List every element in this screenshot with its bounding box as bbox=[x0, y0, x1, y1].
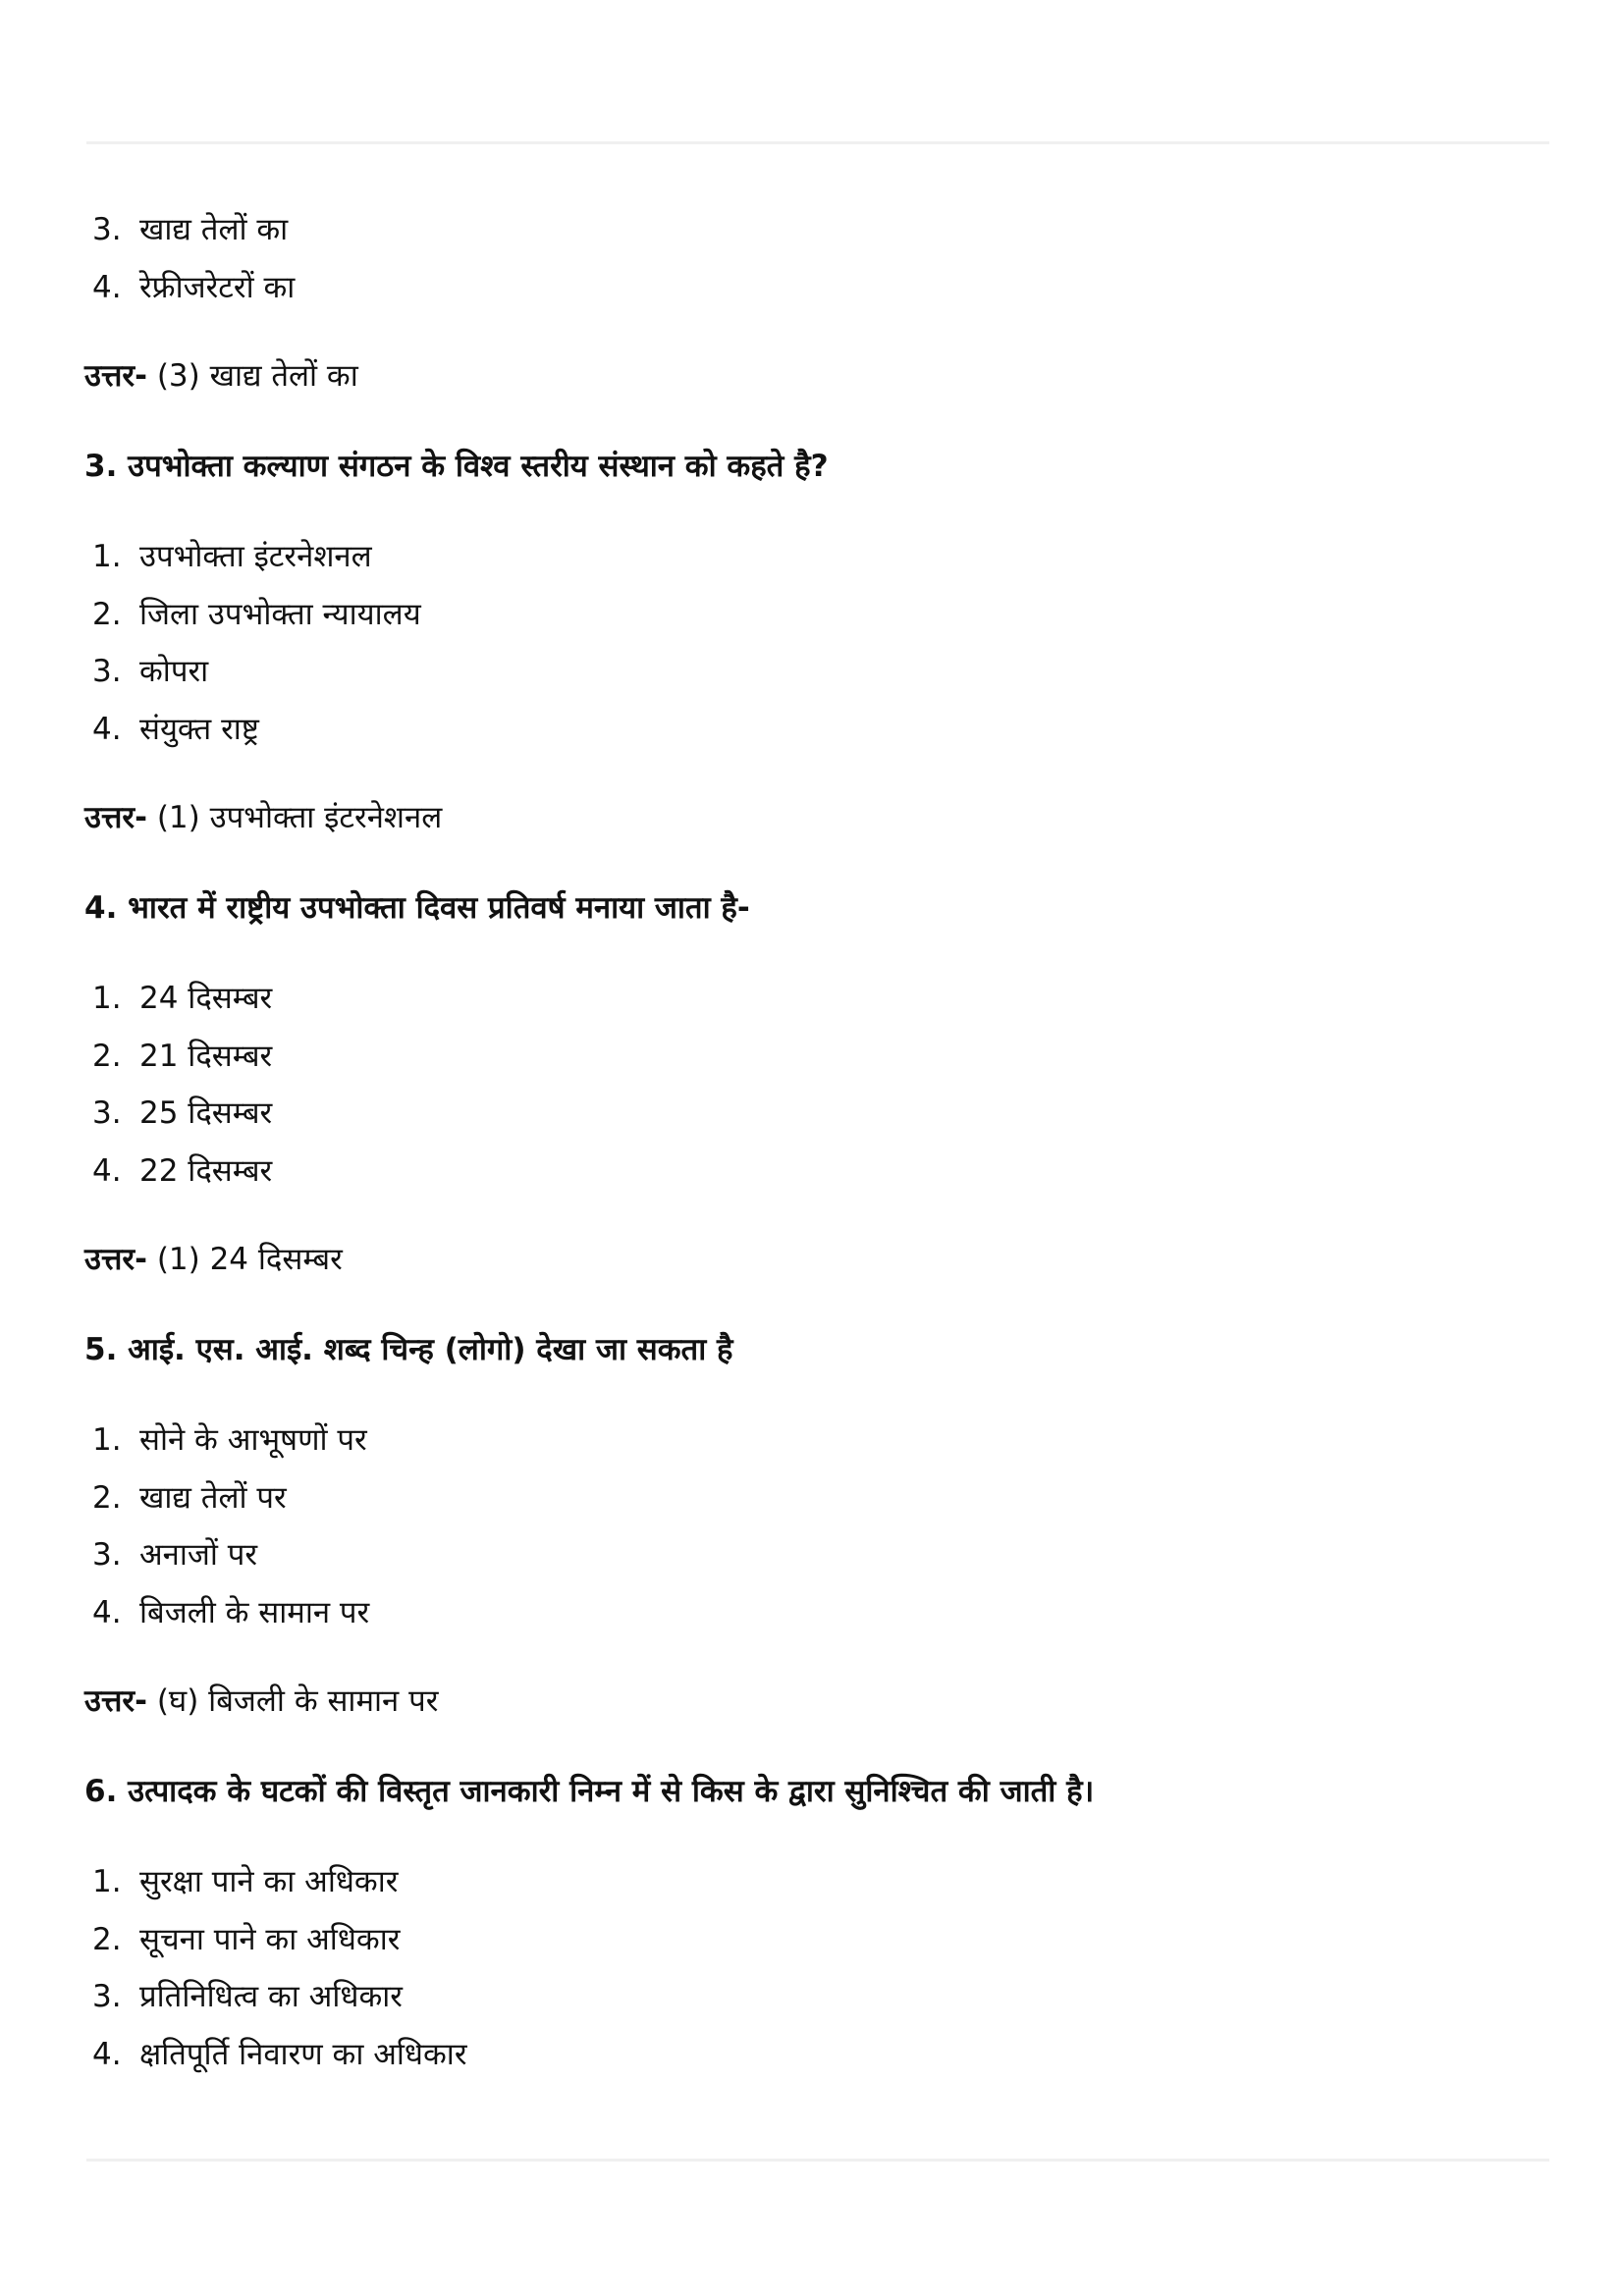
option-item bbox=[84, 528, 1538, 586]
option-item bbox=[84, 259, 1538, 317]
option-list bbox=[84, 528, 1538, 758]
option-text: खाद्य तेलों का bbox=[139, 212, 289, 247]
option-item bbox=[84, 586, 1538, 644]
answer-label: उत्तर- bbox=[84, 800, 147, 835]
option-item bbox=[84, 1526, 1538, 1584]
question-heading: 3. उपभोक्ता कल्याण संगठन के विश्व स्तरीय संस्थान को कहते है? bbox=[84, 449, 829, 484]
option-item bbox=[84, 1469, 1538, 1527]
option-item bbox=[84, 1968, 1538, 2026]
option-text: 21 दिसम्बर bbox=[139, 1038, 273, 1074]
option-number: 2. bbox=[92, 1921, 122, 1957]
option-number: 3. bbox=[92, 1537, 122, 1573]
page-content bbox=[84, 201, 1538, 2083]
option-number: 1. bbox=[92, 1422, 122, 1458]
question-heading: 6. उत्पादक के घटकों की विस्तृत जानकारी निम्न में से किस के द्वारा सुनिश्चित की जाती है। bbox=[84, 1774, 1095, 1809]
option-item bbox=[84, 201, 1538, 259]
option-item bbox=[84, 1085, 1538, 1143]
option-number: 3. bbox=[92, 212, 122, 247]
option-text: अनाजों पर bbox=[139, 1537, 258, 1573]
answer-text: (1) उपभोक्ता इंटरनेशनल bbox=[146, 800, 443, 835]
option-item bbox=[84, 643, 1538, 701]
answer-label: उत्तर- bbox=[84, 1683, 147, 1719]
option-text: 22 दिसम्बर bbox=[139, 1152, 273, 1189]
option-number: 2. bbox=[92, 1479, 122, 1516]
option-number: 4. bbox=[92, 1152, 122, 1189]
option-text: प्रतिनिधित्व का अधिकार bbox=[139, 1979, 403, 2014]
answer-text: (घ) बिजली के सामान पर bbox=[146, 1683, 439, 1719]
option-list bbox=[84, 970, 1538, 1200]
answer-line bbox=[84, 789, 1538, 846]
option-number: 3. bbox=[92, 1979, 122, 2014]
option-item bbox=[84, 1853, 1538, 1911]
bottom-divider bbox=[86, 2159, 1549, 2162]
option-text: उपभोक्ता इंटरनेशनल bbox=[139, 539, 372, 574]
answer-line bbox=[84, 1231, 1538, 1288]
option-number: 4. bbox=[92, 1594, 122, 1630]
option-text: 25 दिसम्बर bbox=[139, 1095, 273, 1131]
option-item bbox=[84, 1028, 1538, 1086]
option-number: 3. bbox=[92, 654, 122, 689]
option-text: खाद्य तेलों पर bbox=[139, 1479, 287, 1516]
answer-text: (1) 24 दिसम्बर bbox=[146, 1242, 343, 1277]
answer-label: उत्तर- bbox=[84, 1242, 147, 1277]
option-number: 1. bbox=[92, 539, 122, 574]
option-text: रेफ्रीजरेटरों का bbox=[139, 269, 296, 305]
top-divider bbox=[86, 141, 1549, 144]
option-number: 4. bbox=[92, 269, 122, 305]
option-text: कोपरा bbox=[139, 654, 209, 689]
option-item bbox=[84, 970, 1538, 1028]
option-item bbox=[84, 2026, 1538, 2084]
option-text: सुरक्षा पाने का अधिकार bbox=[139, 1864, 399, 1899]
option-text: सूचना पाने का अधिकार bbox=[139, 1921, 401, 1957]
answer-label: उत्तर- bbox=[84, 358, 147, 394]
option-text: सोने के आभूषणों पर bbox=[139, 1422, 367, 1458]
option-number: 3. bbox=[92, 1095, 122, 1131]
option-text: 24 दिसम्बर bbox=[139, 981, 273, 1016]
option-item bbox=[84, 701, 1538, 759]
option-number: 2. bbox=[92, 1038, 122, 1074]
answer-text: (3) खाद्य तेलों का bbox=[146, 358, 358, 394]
option-number: 1. bbox=[92, 1864, 122, 1899]
option-item bbox=[84, 1584, 1538, 1642]
option-list bbox=[84, 1412, 1538, 1641]
option-text: क्षतिपूर्ति निवारण का अधिकार bbox=[139, 2036, 467, 2072]
option-list bbox=[84, 1853, 1538, 2083]
option-item bbox=[84, 1911, 1538, 1969]
question-heading: 4. भारत में राष्ट्रीय उपभोक्ता दिवस प्रतिवर्ष मनाया जाता है- bbox=[84, 890, 750, 926]
answer-line bbox=[84, 1673, 1538, 1730]
option-text: बिजली के सामान पर bbox=[139, 1594, 370, 1630]
option-number: 2. bbox=[92, 596, 122, 632]
answer-line bbox=[84, 347, 1538, 404]
option-number: 4. bbox=[92, 2036, 122, 2072]
question-heading: 5. आई. एस. आई. शब्द चिन्ह (लोगो) देखा जा सकता है bbox=[84, 1332, 733, 1367]
option-item bbox=[84, 1143, 1538, 1201]
option-number: 4. bbox=[92, 711, 122, 747]
option-item bbox=[84, 1412, 1538, 1469]
option-text: जिला उपभोक्ता न्यायालय bbox=[139, 596, 421, 632]
option-number: 1. bbox=[92, 981, 122, 1016]
option-text: संयुक्त राष्ट्र bbox=[139, 711, 259, 747]
option-list bbox=[84, 201, 1538, 316]
